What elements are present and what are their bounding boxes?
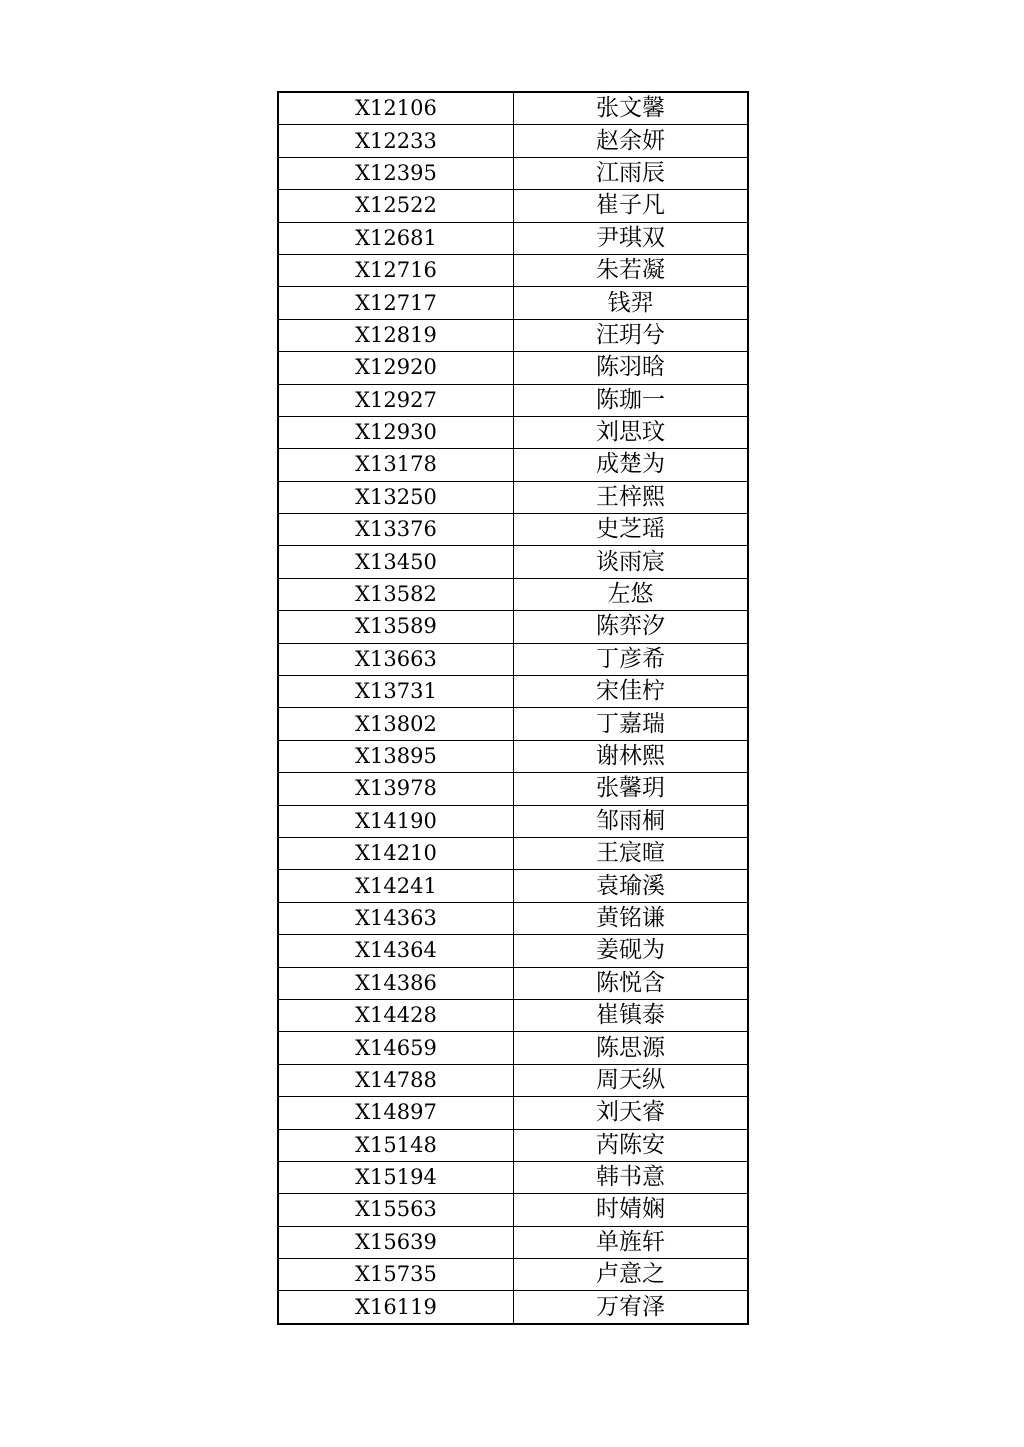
table-row [278, 902, 748, 934]
table-row [278, 611, 748, 643]
table-row [278, 287, 748, 319]
student-id-cell: X12395 [278, 157, 514, 189]
student-name-cell: 丁嘉瑞 [514, 708, 749, 740]
student-name-cell: 张文馨 [514, 92, 749, 125]
student-name-cell: 左悠 [514, 578, 749, 610]
student-name-cell: 宋佳柠 [514, 676, 749, 708]
student-id-cell: X13589 [278, 611, 514, 643]
student-name-cell: 袁瑜溪 [514, 870, 749, 902]
roster-table-body [278, 92, 748, 1324]
student-id-cell: X13178 [278, 449, 514, 481]
student-id-cell: X16119 [278, 1291, 514, 1324]
student-id-cell: X13802 [278, 708, 514, 740]
table-row [278, 870, 748, 902]
student-name-cell: 陈羽晗 [514, 352, 749, 384]
student-id-cell: X14363 [278, 902, 514, 934]
student-id-cell: X15735 [278, 1259, 514, 1291]
student-name-cell: 韩书意 [514, 1161, 749, 1193]
student-name-cell: 刘天睿 [514, 1097, 749, 1129]
student-id-cell: X12106 [278, 92, 514, 125]
table-row [278, 125, 748, 157]
student-id-cell: X14428 [278, 999, 514, 1031]
table-row [278, 1161, 748, 1193]
student-id-cell: X14190 [278, 805, 514, 837]
student-id-cell: X12522 [278, 190, 514, 222]
student-name-cell: 陈思源 [514, 1032, 749, 1064]
student-name-cell: 谢林熙 [514, 740, 749, 772]
student-id-cell: X14241 [278, 870, 514, 902]
student-name-cell: 周天纵 [514, 1064, 749, 1096]
table-row [278, 1032, 748, 1064]
student-id-cell: X13895 [278, 740, 514, 772]
student-id-cell: X12681 [278, 222, 514, 254]
table-row [278, 157, 748, 189]
student-name-cell: 钱羿 [514, 287, 749, 319]
table-row [278, 254, 748, 286]
table-row [278, 1129, 748, 1161]
table-row [278, 1097, 748, 1129]
student-id-cell: X14386 [278, 967, 514, 999]
table-row [278, 416, 748, 448]
student-name-cell: 尹琪双 [514, 222, 749, 254]
student-id-cell: X12233 [278, 125, 514, 157]
roster-table [277, 91, 749, 1325]
student-id-cell: X12716 [278, 254, 514, 286]
student-name-cell: 时婧娴 [514, 1194, 749, 1226]
student-id-cell: X15194 [278, 1161, 514, 1193]
student-id-cell: X15563 [278, 1194, 514, 1226]
table-row [278, 1064, 748, 1096]
student-id-cell: X12717 [278, 287, 514, 319]
student-name-cell: 姜砚为 [514, 935, 749, 967]
table-row [278, 352, 748, 384]
table-row [278, 935, 748, 967]
table-row [278, 740, 748, 772]
table-row [278, 481, 748, 513]
student-id-cell: X12920 [278, 352, 514, 384]
student-name-cell: 芮陈安 [514, 1129, 749, 1161]
table-row [278, 999, 748, 1031]
table-row [278, 578, 748, 610]
student-name-cell: 刘思玟 [514, 416, 749, 448]
student-id-cell: X13250 [278, 481, 514, 513]
table-row [278, 1259, 748, 1291]
table-row [278, 514, 748, 546]
table-row [278, 676, 748, 708]
table-row [278, 92, 748, 125]
table-row [278, 643, 748, 675]
student-name-cell: 汪玥兮 [514, 319, 749, 351]
student-name-cell: 陈悦含 [514, 967, 749, 999]
table-row [278, 837, 748, 869]
student-name-cell: 谈雨宸 [514, 546, 749, 578]
student-id-cell: X13978 [278, 773, 514, 805]
student-name-cell: 陈弈汐 [514, 611, 749, 643]
student-name-cell: 邹雨桐 [514, 805, 749, 837]
table-row [278, 546, 748, 578]
student-id-cell: X15639 [278, 1226, 514, 1258]
student-id-cell: X14788 [278, 1064, 514, 1096]
student-name-cell: 朱若凝 [514, 254, 749, 286]
student-id-cell: X15148 [278, 1129, 514, 1161]
student-id-cell: X12927 [278, 384, 514, 416]
student-id-cell: X12819 [278, 319, 514, 351]
table-row [278, 1194, 748, 1226]
student-name-cell: 史芝瑶 [514, 514, 749, 546]
student-name-cell: 江雨辰 [514, 157, 749, 189]
student-name-cell: 卢意之 [514, 1259, 749, 1291]
student-id-cell: X13376 [278, 514, 514, 546]
table-row [278, 190, 748, 222]
student-name-cell: 崔镇泰 [514, 999, 749, 1031]
table-row [278, 384, 748, 416]
student-name-cell: 丁彦希 [514, 643, 749, 675]
student-id-cell: X14364 [278, 935, 514, 967]
student-name-cell: 黄铭谦 [514, 902, 749, 934]
table-row [278, 1226, 748, 1258]
student-name-cell: 陈珈一 [514, 384, 749, 416]
student-id-cell: X14659 [278, 1032, 514, 1064]
student-name-cell: 王梓熙 [514, 481, 749, 513]
table-row [278, 222, 748, 254]
table-row [278, 1291, 748, 1324]
student-id-cell: X12930 [278, 416, 514, 448]
table-row [278, 708, 748, 740]
table-row [278, 449, 748, 481]
student-id-cell: X13663 [278, 643, 514, 675]
student-name-cell: 单旌轩 [514, 1226, 749, 1258]
student-id-cell: X13450 [278, 546, 514, 578]
student-name-cell: 张馨玥 [514, 773, 749, 805]
student-name-cell: 万宥泽 [514, 1291, 749, 1324]
student-name-cell: 王宸暄 [514, 837, 749, 869]
table-row [278, 319, 748, 351]
table-row [278, 773, 748, 805]
table-row [278, 805, 748, 837]
table-row [278, 967, 748, 999]
student-id-cell: X13582 [278, 578, 514, 610]
student-id-cell: X14210 [278, 837, 514, 869]
student-name-cell: 赵余妍 [514, 125, 749, 157]
student-id-cell: X14897 [278, 1097, 514, 1129]
student-name-cell: 成楚为 [514, 449, 749, 481]
student-name-cell: 崔子凡 [514, 190, 749, 222]
student-id-cell: X13731 [278, 676, 514, 708]
